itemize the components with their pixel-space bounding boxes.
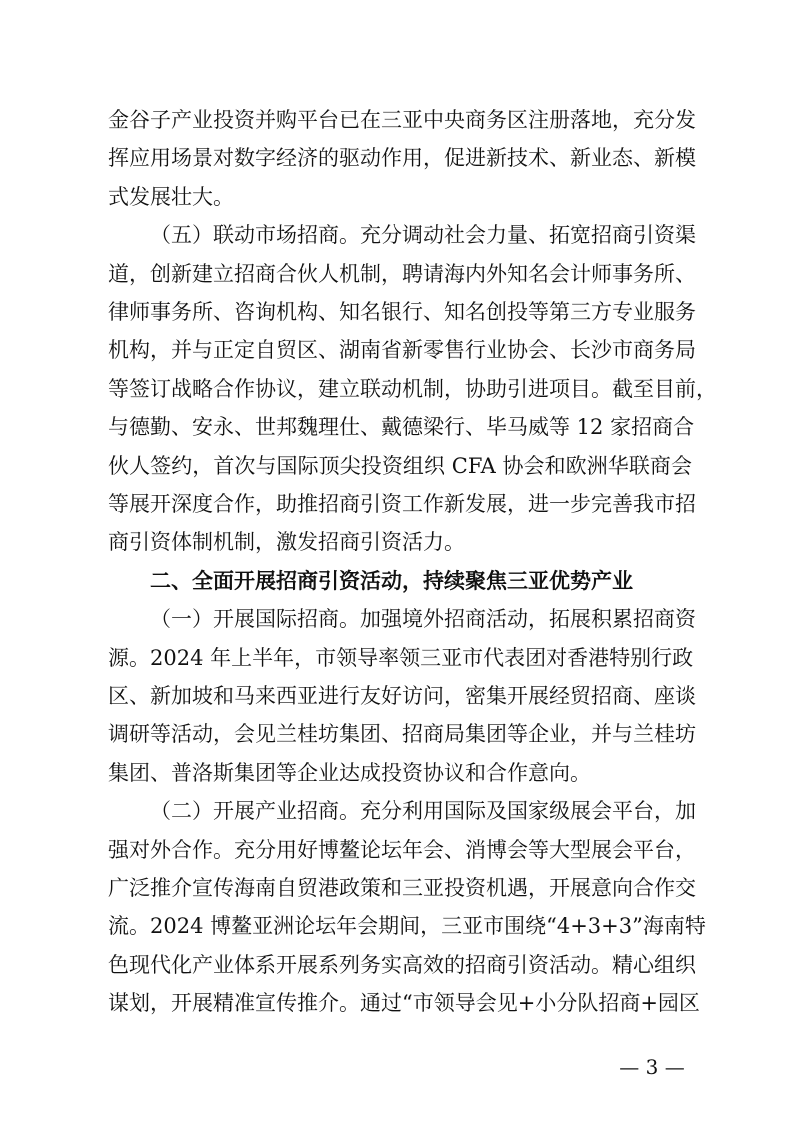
text-line: 挥应用场景对数字经济的驱动作用，促进新技术、新业态、新模 — [108, 146, 696, 171]
section-heading: 二、全面开展招商引资活动，持续聚焦三亚优势产业 — [150, 568, 633, 593]
page-number: — 3 — — [619, 1055, 685, 1079]
text-line: 金谷子产业投资并购平台已在三亚中央商务区注册落地，充分发 — [108, 108, 696, 132]
text-line: 谋划，开展精准宣传推介。通过“市领导会见+小分队招商+园区 — [108, 991, 700, 1016]
text-line: （二）开展产业招商。充分利用国际及国家级展会平台，加 — [150, 799, 696, 824]
text-line: 等展开深度合作，助推招商引资工作新发展，进一步完善我市招 — [108, 492, 696, 516]
text-line: 伙人签约，首次与国际顶尖投资组织 CFA 协会和欧洲华联商会 — [108, 453, 692, 478]
text-line: （五）联动市场招商。充分调动社会力量、拓宽招商引资渠 — [150, 223, 696, 248]
text-line: 源。2024 年上半年，市领导率领三亚市代表团对香港特别行政 — [108, 645, 694, 670]
text-line: 调研等活动，会见兰桂坊集团、招商局集团等企业，并与兰桂坊 — [108, 722, 696, 747]
text-line: 流。2024 博鳌亚洲论坛年会期间，三亚市围绕“4+3+3”海南特 — [108, 914, 706, 939]
text-line: 色现代化产业体系开展系列务实高效的招商引资活动。精心组织 — [108, 952, 696, 977]
text-line: 强对外合作。充分用好博鳌论坛年会、消博会等大型展会平台， — [108, 837, 696, 862]
text-line: 与德勤、安永、世邦魏理仕、戴德梁行、毕马威等 12 家招商合 — [108, 415, 695, 440]
text-line: 商引资体制机制，激发招商引资活力。 — [108, 530, 465, 555]
text-line: 式发展壮大。 — [108, 184, 234, 209]
text-line: 等签订战略合作协议，建立联动机制，协助引进项目。截至目前， — [108, 376, 717, 401]
text-line: 道，创新建立招商合伙人机制，聘请海内外知名会计师事务所、 — [108, 261, 696, 286]
text-line: 集团、普洛斯集团等企业达成投资协议和合作意向。 — [108, 760, 591, 785]
text-line: 区、新加坡和马来西亚进行友好访问，密集开展经贸招商、座谈 — [108, 684, 696, 708]
text-line: 机构，并与正定自贸区、湖南省新零售行业协会、长沙市商务局 — [108, 338, 696, 363]
text-line: 广泛推介宣传海南自贸港政策和三亚投资机遇，开展意向合作交 — [108, 876, 696, 900]
text-line: 律师事务所、咨询机构、知名银行、知名创投等第三方专业服务 — [108, 300, 696, 324]
text-line: （一）开展国际招商。加强境外招商活动，拓展积累招商资 — [150, 607, 696, 632]
